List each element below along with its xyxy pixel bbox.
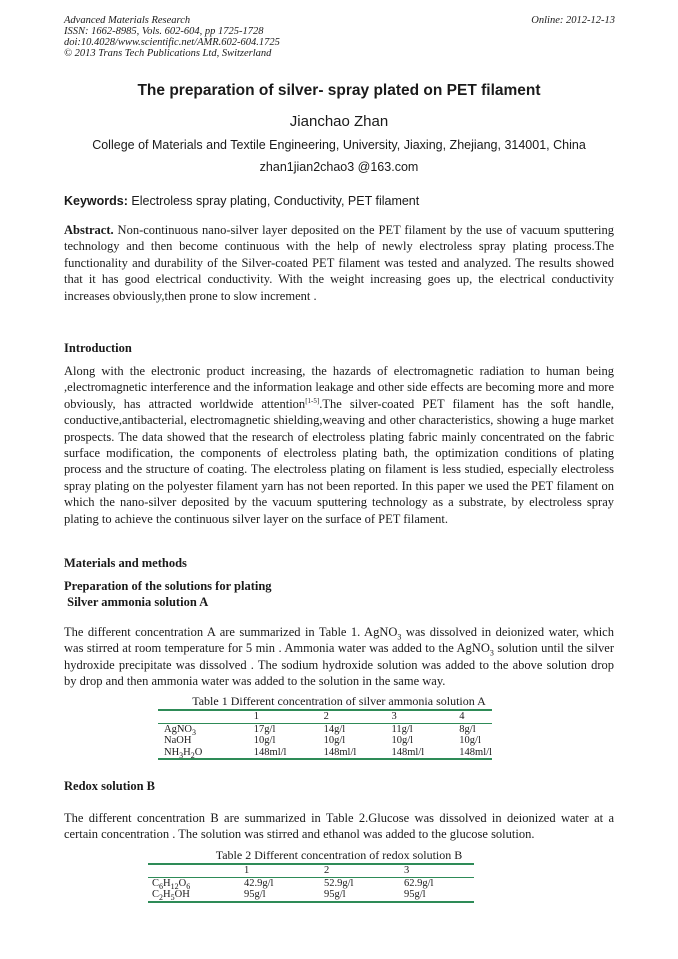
table1-header-row (158, 710, 492, 723)
abstract-text: Non-continuous nano-silver layer deposited on the PET filament by the use of vacuum sputtering technology and then become continuous with the help of newly electroless spray plating process.The functionality and durability of the Silver-coated PET filament was tested and analyzed. The results showed that it has good electrical conductivity. With the weight increasing goes up, the electrical conductivity increases obviously,then prone to slow increment . (64, 223, 614, 303)
keywords-label: Keywords: (64, 194, 128, 208)
table2 (148, 863, 474, 903)
keywords (64, 194, 419, 208)
table-cell: $C_2H_5OH$ (152, 889, 190, 903)
silver-ammonia-heading: Silver ammonia solution A (64, 595, 209, 609)
table2-header-row (148, 864, 474, 877)
redox-text: The different concentration B are summarized in Table 2.Glucose was dissolved in deionized water at a certain concentration . The solution was stirred and ethanol was added to the glucose solution. (64, 811, 614, 842)
table-cell: 52.9g/l (324, 877, 354, 889)
preparation-heading: Preparation of the solutions for plating (64, 579, 272, 593)
table-cell: 1 (244, 865, 250, 876)
table1-caption: Table 1 Different concentration of silver ammonia solution A (192, 694, 486, 708)
affiliation: College of Materials and Textile Engineering, University, Jiaxing, Zhejiang, 314001, China (92, 138, 586, 152)
introduction-text (64, 363, 614, 527)
table-cell: 3 (391, 711, 397, 722)
table-cell: 95g/l (244, 889, 266, 900)
table-cell: 10g/l (323, 735, 346, 746)
journal-header (64, 15, 280, 59)
journal-name: Advanced Materials Research (64, 15, 191, 26)
table2-caption: Table 2 Different concentration of redox solution B (215, 848, 463, 862)
methods-text-2: was dissolved in deionized water, which was stirred at room temperature for 5 min . Ammonia water was added to the AgNO (64, 625, 614, 656)
table-cell: $C_6H_{12}O_6$ (152, 877, 191, 891)
table-cell: 95g/l (324, 889, 346, 900)
table-cell: 10g/l (459, 735, 481, 746)
table-cell: 1 (253, 711, 260, 722)
redox-heading: Redox solution B (64, 779, 155, 793)
methods-text-1: The different concentration A are summarized in Table 1. AgNO (64, 625, 398, 639)
introduction-heading: Introduction (64, 341, 132, 355)
paper-title: The preparation of silver- spray plated on PET filament (137, 82, 541, 99)
table-cell: 8g/l (459, 723, 476, 735)
keywords-text: Electroless spray plating, Conductivity, PET filament (127, 194, 420, 208)
table-cell: 95g/l (404, 889, 426, 900)
table-row (158, 747, 492, 760)
subscript: 3 (489, 648, 494, 658)
table-cell (148, 864, 244, 877)
doi: doi:10.4028/www.scientific.net/AMR.602-604.1725 (64, 37, 280, 48)
table-cell: 42.9g/l (244, 877, 274, 889)
table-cell: 4 (459, 711, 465, 722)
table-cell: 10g/l (391, 735, 414, 746)
table-cell: $NH_3H_2O$ (164, 746, 203, 760)
intro-text-2: .The silver-coated PET filament has the soft handle, conductive,antibacterial, electromagnetic shielding,weaving and other characteristics, showing a huge market prospects. The data showed that the research of electroless plating fabric mainly concentrated on the fabric surface modification, the components of electroless plating bath, the optimization conditions of plating process and the structure of coating. The electroless plating on filament is less studied, especially electroless spray plating on the polyester filament yarn has not been reported. In this paper we used the PET filament on which the nano-silver deposited by the vacuum sputtering technology as a substrate, by electroless spray plating to achieve the continuous silver layer on the surface of PET filament. (64, 396, 614, 526)
table-row (148, 877, 474, 889)
table-row (158, 723, 492, 735)
table-cell: 62.9g/l (404, 877, 434, 889)
abstract-label: Abstract. (64, 223, 114, 237)
table-cell: 148ml/l (391, 746, 425, 758)
table-cell: 2 (323, 711, 329, 722)
author-email: zhan1jian2chao3 @163.com (259, 160, 419, 174)
table-row (148, 889, 474, 902)
table-cell: 2 (324, 865, 330, 876)
table-cell: AgNO$_3$ (164, 723, 196, 737)
issn: ISSN: 1662-8985, Vols. 602-604, pp 1725-1728 (64, 26, 264, 37)
table-cell: 14g/l (323, 723, 346, 735)
table-cell (158, 710, 254, 723)
online-date: Online: 2012-12-13 (531, 15, 615, 26)
silver-ammonia-text (64, 624, 614, 690)
table-cell: 17g/l (253, 723, 276, 735)
table-cell: 148ml/l (253, 746, 287, 758)
methods-text-3: solution until the silver hydroxide precipitate was dissolved . The sodium hydroxide solution was added to the above solution drop by drop and then ammonia water was added to the solution in the same way. (64, 641, 614, 689)
subscript: 3 (397, 632, 402, 642)
table-cell: 10g/l (253, 735, 276, 746)
table-cell: 148ml/l (323, 746, 357, 758)
abstract (64, 222, 614, 304)
table-cell: 11g/l (391, 723, 413, 735)
table-cell: 3 (404, 865, 410, 876)
table-cell: 148ml/l (459, 746, 492, 758)
author-name: Jianchao Zhan (289, 113, 389, 130)
table1 (158, 709, 492, 760)
citation: [1-5] (305, 396, 320, 405)
copyright: © 2013 Trans Tech Publications Ltd, Switzerland (64, 48, 272, 59)
table-row (158, 735, 492, 747)
intro-text-1: Along with the electronic product increasing, the hazards of electromagnetic radiation to human being ,electromagnetic interference and the information leakage and other side effects are becoming more and more obviously, has attracted worldwide attention (64, 364, 614, 411)
methods-heading: Materials and methods (64, 556, 187, 570)
table-cell: NaOH (164, 735, 192, 746)
